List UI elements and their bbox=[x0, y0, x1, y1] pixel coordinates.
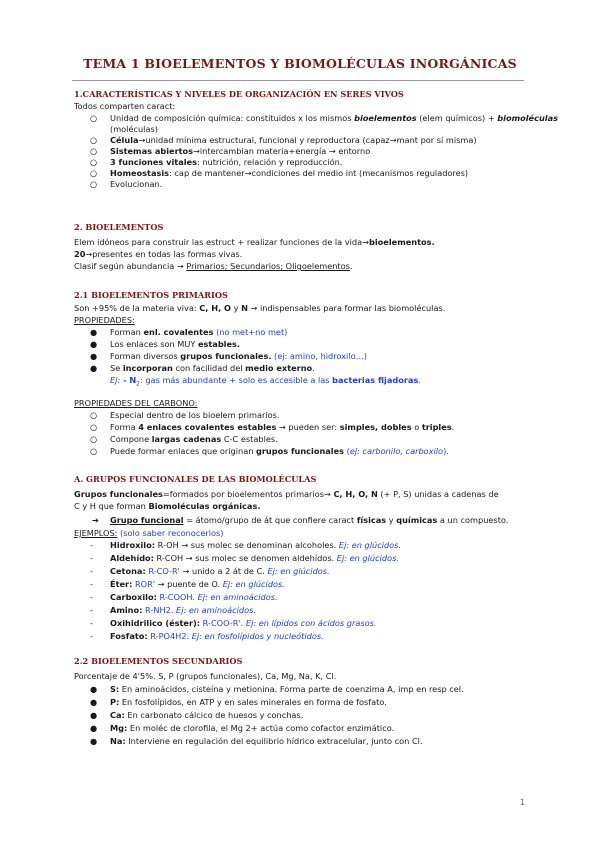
s2-line-2: 20→presentes en todas las formas vivas. bbox=[74, 249, 243, 259]
section-a-heading: A. GRUPOS FUNCIONALES DE LAS BIOMOLÉCULAS bbox=[74, 474, 317, 484]
s1-item-1: ○ Unidad de composición química: constituidos x los mismos bioelementos (elem químicos) + biomoléculas bbox=[90, 113, 558, 123]
sa-line-2: C y H que forman Biomoléculas orgánicas. bbox=[74, 501, 261, 511]
sa-example-7: - Oxihidrilico (éster): R-COO-R'. Ej: en lípidos con ácidos grasos. bbox=[90, 618, 377, 628]
section-1-heading: 1.CARACTERÍSTICAS Y NIVELES DE ORGANIZACIÓN EN SERES VIVOS bbox=[74, 89, 404, 99]
arrow-right-icon: ➔ bbox=[92, 515, 99, 525]
sa-examples-label: EJEMPLOS: (solo saber reconocerlos) bbox=[74, 528, 224, 538]
s2-line-1: Elem idóneos para construir las estruct + realizar funciones de la vida→bioelementos. bbox=[74, 237, 435, 247]
s2-line-3: Clasif según abundancia → Primarios; Secundarios; Oligoelementos. bbox=[74, 261, 353, 271]
s21-prop-4: ● Se incorporan con facilidad del medio externo. bbox=[90, 363, 315, 373]
title-divider bbox=[72, 80, 524, 81]
s22-item-5: ● Na: Interviene en regulación del equilibrio hídrico extracelular, junto con Cl. bbox=[90, 736, 423, 746]
s21-props-label: PROPIEDADES: bbox=[74, 315, 135, 325]
s22-item-2: ● P: En fosfolípidos, en ATP y en sales minerales en forma de fosfato. bbox=[90, 697, 387, 707]
s21-prop-4-example: Ej: - $N_2$: gas más abundante + solo es accesible a las bacterias fijadoras. bbox=[110, 375, 421, 388]
sa-line-1: Grupos funcionales=formados por bioelementos primarios→ C, H, O, N (+ P, S) unidas a cadenas de bbox=[74, 489, 499, 499]
section-2-1-heading: 2.1 BIOELEMENTOS PRIMARIOS bbox=[74, 290, 228, 300]
s1-intro: Todos comparten caract: bbox=[74, 101, 176, 111]
sa-example-6: - Amino: R-NH2. Ej: en aminoácidos. bbox=[90, 605, 256, 615]
s21-prop-2: ● Los enlaces son MUY estables. bbox=[90, 339, 241, 349]
s21-carbon-3: ○ Compone largas cadenas C-C estables. bbox=[90, 434, 278, 444]
s21-line-1: Son +95% de la materia viva: C, H, O y N → indispensables para formar las biomoléculas. bbox=[74, 303, 446, 313]
s1-item-1-cont: (moléculas) bbox=[110, 124, 158, 134]
s1-item-5: ○ Homeostasis: cap de mantener→condiciones del medio int (mecanismos reguladores) bbox=[90, 168, 469, 178]
s1-item-3: ○ Sistemas abiertos→intercambian materia+energía → entorno bbox=[90, 146, 371, 156]
sa-example-1: - Hidroxilo: R-OH → sus molec se denominan alcoholes. Ej: en glúcidos. bbox=[90, 540, 402, 550]
sa-definition: ➔ Grupo funcional = átomo/grupo de át que confiere caract físicas y químicas a un compuesto. bbox=[92, 515, 509, 525]
sa-example-3: - Cetona: R-CO-R' → unido a 2 át de C. Ej: en glúcidos. bbox=[90, 566, 330, 576]
s21-prop-1: ● Forman enl. covalentes (no met+no met) bbox=[90, 327, 288, 337]
section-2-heading: 2. BIOELEMENTOS bbox=[74, 222, 164, 232]
s21-carbon-1: ○ Especial dentro de los bioelem primarios. bbox=[90, 410, 280, 420]
sa-example-8: - Fosfato: R-PO4H2. Ej: en fosfolípidos y nucleótidos. bbox=[90, 631, 324, 641]
s21-carbon-2: ○ Forma 4 enlaces covalentes estables → pueden ser: simples, dobles o triples. bbox=[90, 422, 455, 432]
s1-item-6: ○ Evolucionan. bbox=[90, 179, 163, 189]
s21-carbon-label: PROPIEDADES DEL CARBONO: bbox=[74, 398, 198, 408]
document-title: TEMA 1 BIOELEMENTOS Y BIOMOLÉCULAS INORGÁNICAS bbox=[83, 56, 517, 71]
s21-carbon-4: ○ Puede formar enlaces que originan grupos funcionales (ej: carbonilo, carboxilo). bbox=[90, 446, 449, 456]
sa-example-5: - Carboxilo: R-COOH. Ej: en aminoácidos. bbox=[90, 592, 278, 602]
s22-item-3: ● Ca: En carbonato cálcico de huesos y conchas. bbox=[90, 710, 304, 720]
sa-example-4: - Éter: ROR' → puente de O. Ej: en glúcidos. bbox=[90, 579, 285, 589]
s1-item-4: ○ 3 funciones vitales: nutrición, relación y reproducción. bbox=[90, 157, 343, 167]
s21-prop-3: ● Forman diversos grupos funcionales. (ej: amino, hidroxilo…) bbox=[90, 351, 367, 361]
s22-item-1: ● S: En aminoácidos, cisteína y metionina. Forma parte de coenzima A, imp en resp cel. bbox=[90, 684, 464, 694]
section-2-2-heading: 2.2 BIOELEMENTOS SECUNDARIOS bbox=[74, 656, 243, 666]
s22-item-4: ● Mg: En moléc de clorofila, el Mg 2+ actúa como cofactor enzimático. bbox=[90, 723, 395, 733]
s22-intro: Porcentaje de 4'5%. S, P (grupos funcionales), Ca, Mg, Na, K, Cl. bbox=[74, 671, 337, 681]
page-number: 1 bbox=[520, 798, 525, 807]
sa-example-2: - Aldehído: R-COH → sus molec se denomen aldehídos. Ej: en glúcidos. bbox=[90, 553, 399, 563]
s1-item-2: ○ Célula→unidad mínima estructural, funcional y reproductora (capaz→mant por sí misma) bbox=[90, 135, 477, 145]
